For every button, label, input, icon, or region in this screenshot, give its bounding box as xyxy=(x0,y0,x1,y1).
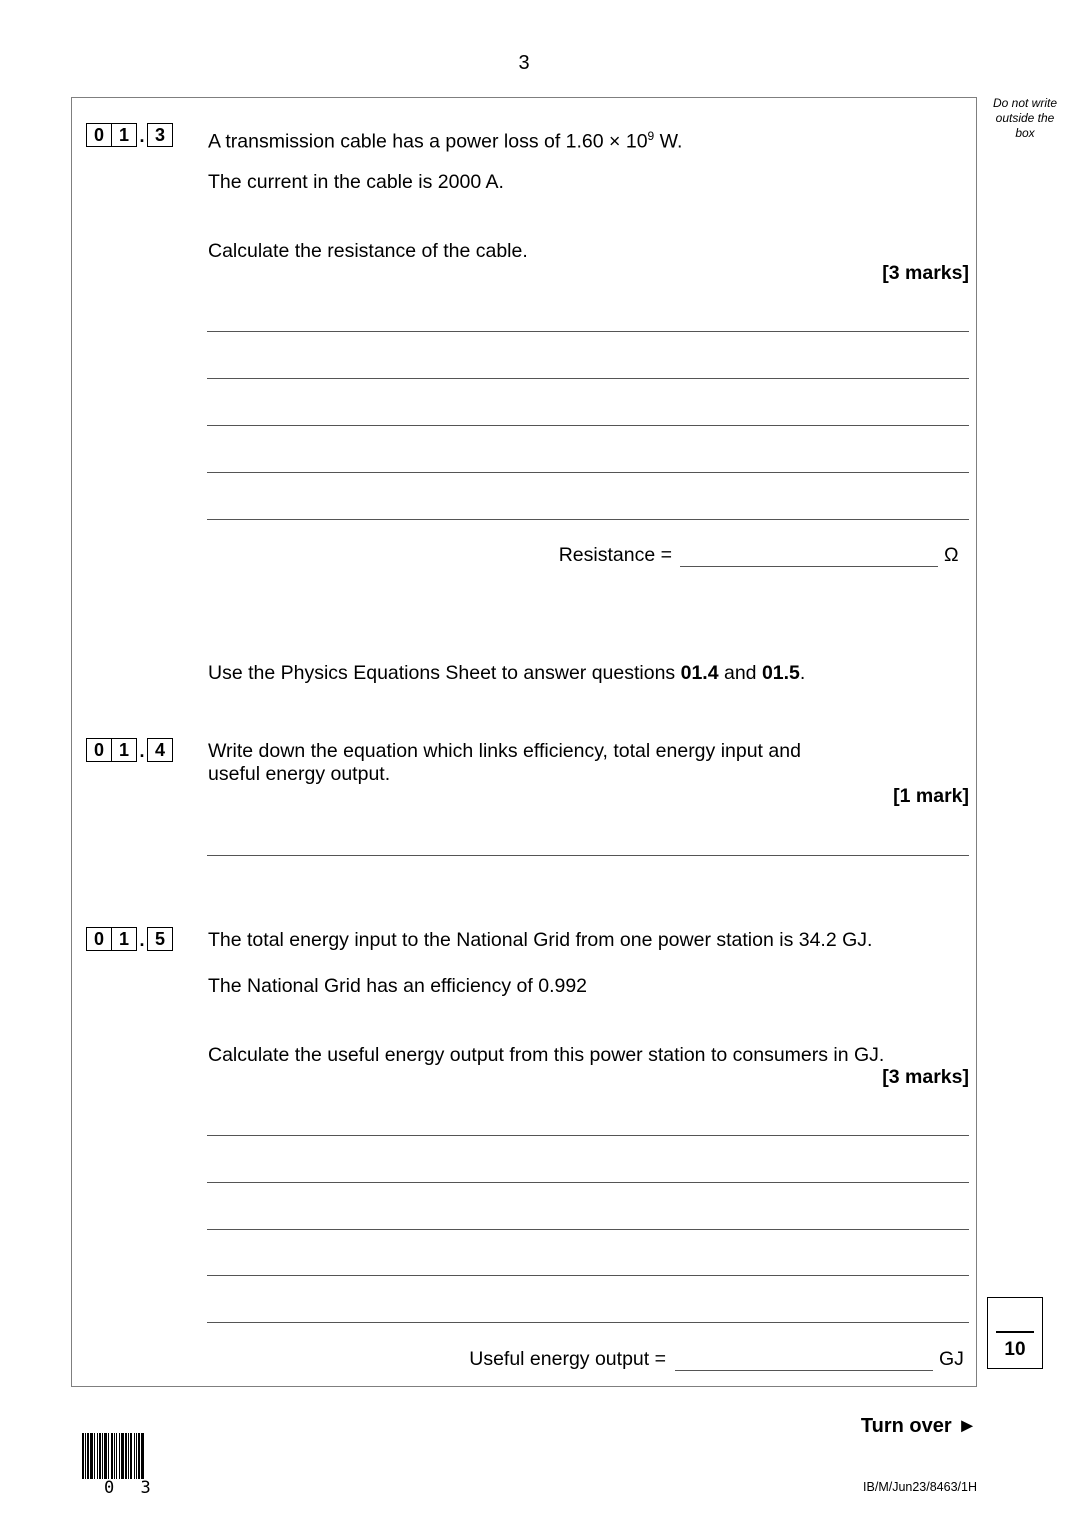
q014-marks: [1 mark] xyxy=(893,785,969,807)
q013-answer-field[interactable] xyxy=(680,566,938,567)
question-digit: 5 xyxy=(147,927,173,951)
q013-answer-unit: Ω xyxy=(944,544,959,566)
page-number: 3 xyxy=(518,52,530,74)
q013-statement-power xyxy=(208,124,682,154)
turn-over-label: Turn over ► xyxy=(860,1415,977,1437)
margin-note: Do not write outside the box xyxy=(992,96,1058,140)
q015-answer-line-5[interactable] xyxy=(207,1322,969,1323)
question-digit: 4 xyxy=(147,738,173,762)
q013-power-unit: W. xyxy=(654,130,683,153)
equations-sheet-instruction xyxy=(208,661,805,685)
q013-answer-line-1[interactable] xyxy=(207,331,969,332)
question-digit: 0 xyxy=(86,738,112,762)
q013-answer-line-4[interactable] xyxy=(207,472,969,473)
q013-power-text: A transmission cable has a power loss of 1.60 × 10 xyxy=(208,130,648,153)
instruction-text: . xyxy=(799,662,806,684)
instruction-text: and xyxy=(718,662,762,684)
q015-task: Calculate the useful energy output from this power station to consumers in GJ. xyxy=(208,1044,885,1066)
q014-task-line-1: Write down the equation which links efficiency, total energy input and xyxy=(208,740,801,762)
question-digit: 3 xyxy=(147,123,173,147)
question-number-01-4 xyxy=(86,736,173,762)
q015-statement-efficiency: The National Grid has an efficiency of 0.992 xyxy=(208,975,588,997)
q014-answer-line[interactable] xyxy=(207,855,969,856)
page-barcode xyxy=(82,1433,180,1479)
q014-task-line-2: useful energy output. xyxy=(208,763,391,785)
tally-value: 10 xyxy=(1004,1339,1026,1360)
instruction-question-ref: 01.4 xyxy=(680,662,719,684)
question-digit: 1 xyxy=(112,123,137,147)
question-digit: 0 xyxy=(86,123,112,147)
q013-power-exponent: 9 xyxy=(647,129,655,143)
instruction-question-ref: 01.5 xyxy=(761,662,800,684)
question-dot: . xyxy=(139,741,145,761)
tally-divider xyxy=(996,1331,1034,1333)
q015-answer-line-4[interactable] xyxy=(207,1275,969,1276)
question-number-01-3 xyxy=(86,121,173,147)
q015-answer-line-3[interactable] xyxy=(207,1229,969,1230)
question-digit: 1 xyxy=(112,738,137,762)
page-mark-tally-box xyxy=(987,1297,1043,1369)
q013-marks: [3 marks] xyxy=(882,262,969,284)
q013-answer-line-3[interactable] xyxy=(207,425,969,426)
q013-answer-label: Resistance = xyxy=(558,544,672,566)
q015-answer-line-1[interactable] xyxy=(207,1135,969,1136)
barcode-digits: 0 3 xyxy=(104,1478,159,1498)
q015-marks: [3 marks] xyxy=(882,1066,969,1088)
question-digit: 0 xyxy=(86,927,112,951)
q013-answer-line-2[interactable] xyxy=(207,378,969,379)
question-digit: 1 xyxy=(112,927,137,951)
question-dot: . xyxy=(139,930,145,950)
q015-answer-field[interactable] xyxy=(675,1370,933,1371)
question-dot: . xyxy=(139,126,145,146)
paper-reference: IB/M/Jun23/8463/1H xyxy=(863,1480,977,1494)
q015-statement-input: The total energy input to the National Grid from one power station is 34.2 GJ. xyxy=(208,929,873,951)
q015-answer-label: Useful energy output = xyxy=(469,1348,666,1370)
barcode-stripe xyxy=(141,1433,144,1479)
q013-task: Calculate the resistance of the cable. xyxy=(208,240,528,262)
question-number-01-5 xyxy=(86,925,173,951)
q015-answer-line-2[interactable] xyxy=(207,1182,969,1183)
q013-statement-current: The current in the cable is 2000 A. xyxy=(208,171,504,193)
q015-answer-unit: GJ xyxy=(939,1348,964,1370)
instruction-text: Use the Physics Equations Sheet to answer questions xyxy=(208,662,681,684)
q013-answer-line-5[interactable] xyxy=(207,519,969,520)
